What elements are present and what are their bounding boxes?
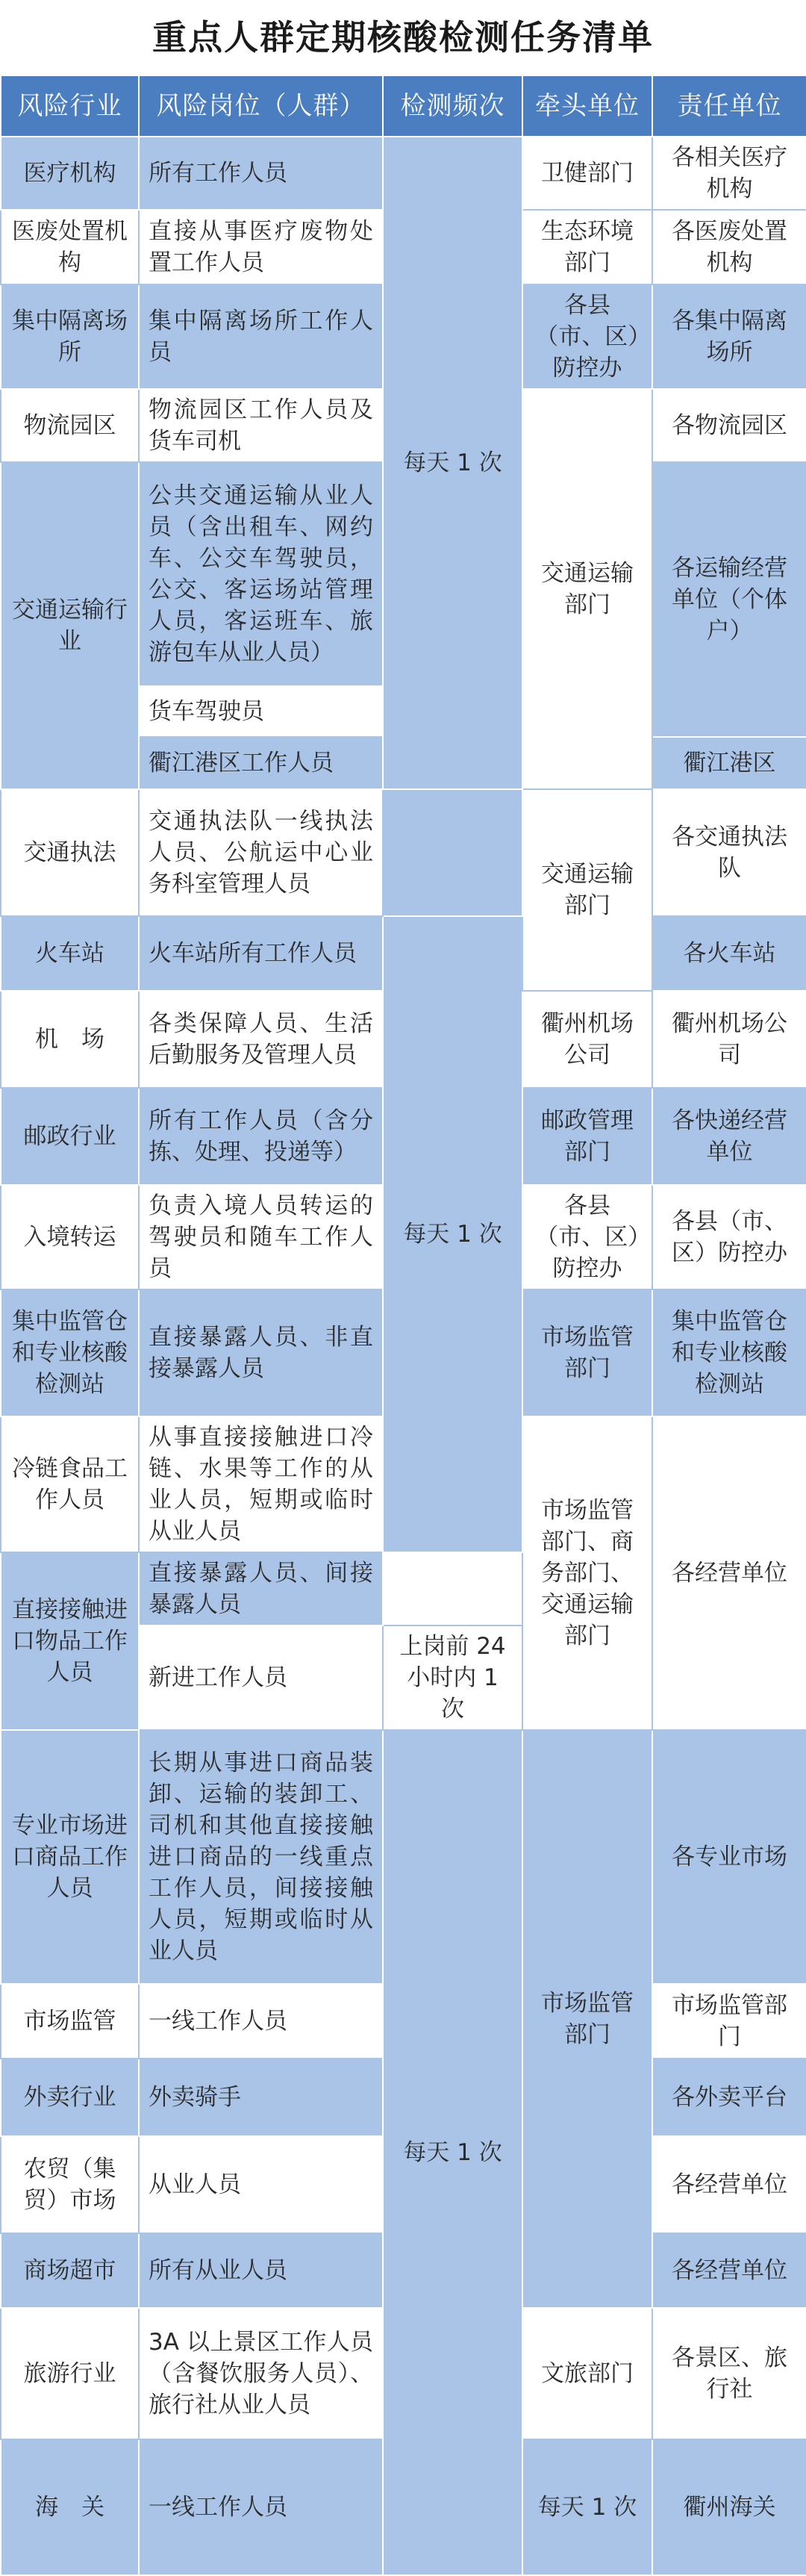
responsible-cell: 衢江港区 <box>652 737 806 789</box>
post-cell: 3A 以上景区工作人员（含餐饮服务人员）、旅行社从业人员 <box>139 2308 383 2439</box>
post-cell: 各类保障人员、生活后勤服务及管理人员 <box>139 991 383 1088</box>
table-row <box>1 1730 806 1984</box>
frequency-cell: 每天 1 次 <box>383 137 522 789</box>
header-frequency: 检测频次 <box>383 75 522 137</box>
post-cell: 衢江港区工作人员 <box>139 737 383 789</box>
post-cell: 外卖骑手 <box>139 2059 383 2136</box>
industry-cell: 市场监管 <box>1 1984 139 2059</box>
frequency-cell <box>383 789 522 916</box>
responsible-cell: 各运输经营单位（个体户） <box>652 462 806 737</box>
responsible-cell: 各相关医疗机构 <box>652 137 806 210</box>
responsible-cell: 各医废处置机构 <box>652 210 806 284</box>
responsible-cell: 各快递经营单位 <box>652 1088 806 1185</box>
industry-cell: 入境转运 <box>1 1185 139 1289</box>
industry-cell: 农贸（集贸）市场 <box>1 2136 139 2233</box>
post-cell: 所有工作人员（含分拣、处理、投递等） <box>139 1088 383 1185</box>
post-cell: 集中隔离场所工作人员 <box>139 284 383 389</box>
responsible-cell: 衢州机场公司 <box>652 991 806 1088</box>
lead-cell: 邮政管理部门 <box>522 1088 652 1185</box>
industry-cell: 冷链食品工作人员 <box>1 1416 139 1552</box>
post-cell: 负责入境人员转运的驾驶员和随车工作人员 <box>139 1185 383 1289</box>
responsible-cell: 各经营单位 <box>652 2233 806 2308</box>
table-row <box>1 789 806 916</box>
post-cell: 新进工作人员 <box>139 1625 383 1730</box>
responsible-cell: 各景区、旅行社 <box>652 2308 806 2439</box>
lead-cell: 各县（市、区）防控办 <box>522 284 652 389</box>
post-cell: 交通执法队一线执法人员、公航运中心业务科室管理人员 <box>139 789 383 916</box>
lead-cell: 文旅部门 <box>522 2308 652 2439</box>
frequency-cell: 每天 1 次 <box>383 1730 522 2575</box>
responsible-cell: 各火车站 <box>652 916 806 991</box>
post-cell: 直接暴露人员、间接暴露人员 <box>139 1552 383 1625</box>
lead-cell: 衢州机场公司 <box>522 991 652 1088</box>
lead-cell: 市场监管部门 <box>522 1730 652 2308</box>
responsible-cell: 各县（市、区）防控办 <box>652 1185 806 1289</box>
lead-cell: 交通运输部门 <box>522 789 652 991</box>
post-cell: 直接暴露人员、非直接暴露人员 <box>139 1289 383 1416</box>
post-cell: 所有从业人员 <box>139 2233 383 2308</box>
responsible-cell: 集中监管仓和专业核酸检测站 <box>652 1289 806 1416</box>
post-cell: 一线工作人员 <box>139 1984 383 2059</box>
lead-cell: 各县（市、区）防控办 <box>522 1185 652 1289</box>
industry-cell: 集中隔离场所 <box>1 284 139 389</box>
task-table <box>0 75 806 2576</box>
lead-cell: 交通运输部门 <box>522 389 652 789</box>
industry-cell: 邮政行业 <box>1 1088 139 1185</box>
header-post: 风险岗位（人群） <box>139 75 383 137</box>
page-title: 重点人群定期核酸检测任务清单 <box>152 17 654 57</box>
post-cell: 一线工作人员 <box>139 2439 383 2575</box>
responsible-cell: 各集中隔离场所 <box>652 284 806 389</box>
industry-cell: 外卖行业 <box>1 2059 139 2136</box>
responsible-cell: 各经营单位 <box>652 1416 806 1730</box>
responsible-cell: 各物流园区 <box>652 389 806 462</box>
responsible-cell: 各交通执法队 <box>652 789 806 916</box>
industry-cell: 海 关 <box>1 2439 139 2575</box>
industry-cell: 物流园区 <box>1 389 139 462</box>
industry-cell: 集中监管仓和专业核酸检测站 <box>1 1289 139 1416</box>
post-cell: 火车站所有工作人员 <box>139 916 383 991</box>
industry-cell: 商场超市 <box>1 2233 139 2308</box>
frequency-cell: 每天 1 次 <box>383 916 522 1552</box>
frequency-cell: 上岗前 24 小时内 1 次 <box>383 1625 522 1730</box>
header-lead-unit: 牵头单位 <box>522 75 652 137</box>
header-row <box>1 75 806 137</box>
lead-cell: 市场监管部门 <box>522 1289 652 1416</box>
industry-cell: 直接接触进口物品工作人员 <box>1 1552 139 1730</box>
post-cell: 物流园区工作人员及货车司机 <box>139 389 383 462</box>
header-industry: 风险行业 <box>1 75 139 137</box>
responsible-cell: 市场监管部门 <box>652 1984 806 2059</box>
lead-cell: 卫健部门 <box>522 137 652 210</box>
industry-cell: 医疗机构 <box>1 137 139 210</box>
post-cell: 所有工作人员 <box>139 137 383 210</box>
lead-cell: 生态环境部门 <box>522 210 652 284</box>
responsible-cell: 各专业市场 <box>652 1730 806 1984</box>
industry-cell: 专业市场进口商品工作人员 <box>1 1730 139 1984</box>
responsible-cell: 各外卖平台 <box>652 2059 806 2136</box>
industry-cell: 旅游行业 <box>1 2308 139 2439</box>
post-cell: 货车驾驶员 <box>139 686 383 737</box>
lead-cell: 衢州海关 <box>652 2439 806 2575</box>
post-cell: 直接从事医疗废物处置工作人员 <box>139 210 383 284</box>
industry-cell: 火车站 <box>1 916 139 991</box>
post-cell: 公共交通运输从业人员（含出租车、网约车、公交车驾驶员，公交、客运场站管理人员，客运班车、旅游包车从业人员） <box>139 462 383 686</box>
industry-cell: 医废处置机构 <box>1 210 139 284</box>
lead-cell: 市场监管部门、商务部门、交通运输部门 <box>522 1416 652 1730</box>
header-responsible-unit: 责任单位 <box>652 75 806 137</box>
industry-cell: 机 场 <box>1 991 139 1088</box>
table-row <box>1 916 806 991</box>
post-cell: 从事直接接触进口冷链、水果等工作的从业人员，短期或临时从业人员 <box>139 1416 383 1552</box>
industry-cell: 交通执法 <box>1 789 139 916</box>
post-cell: 从业人员 <box>139 2136 383 2233</box>
responsible-cell: 各经营单位 <box>652 2136 806 2233</box>
post-cell: 长期从事进口商品装卸、运输的装卸工、司机和其他直接接触进口商品的一线重点工作人员，间接接触人员，短期或临时从业人员 <box>139 1730 383 1984</box>
industry-cell: 交通运输行业 <box>1 462 139 789</box>
frequency-cell: 每天 1 次 <box>522 2439 652 2575</box>
table-row <box>1 137 806 210</box>
